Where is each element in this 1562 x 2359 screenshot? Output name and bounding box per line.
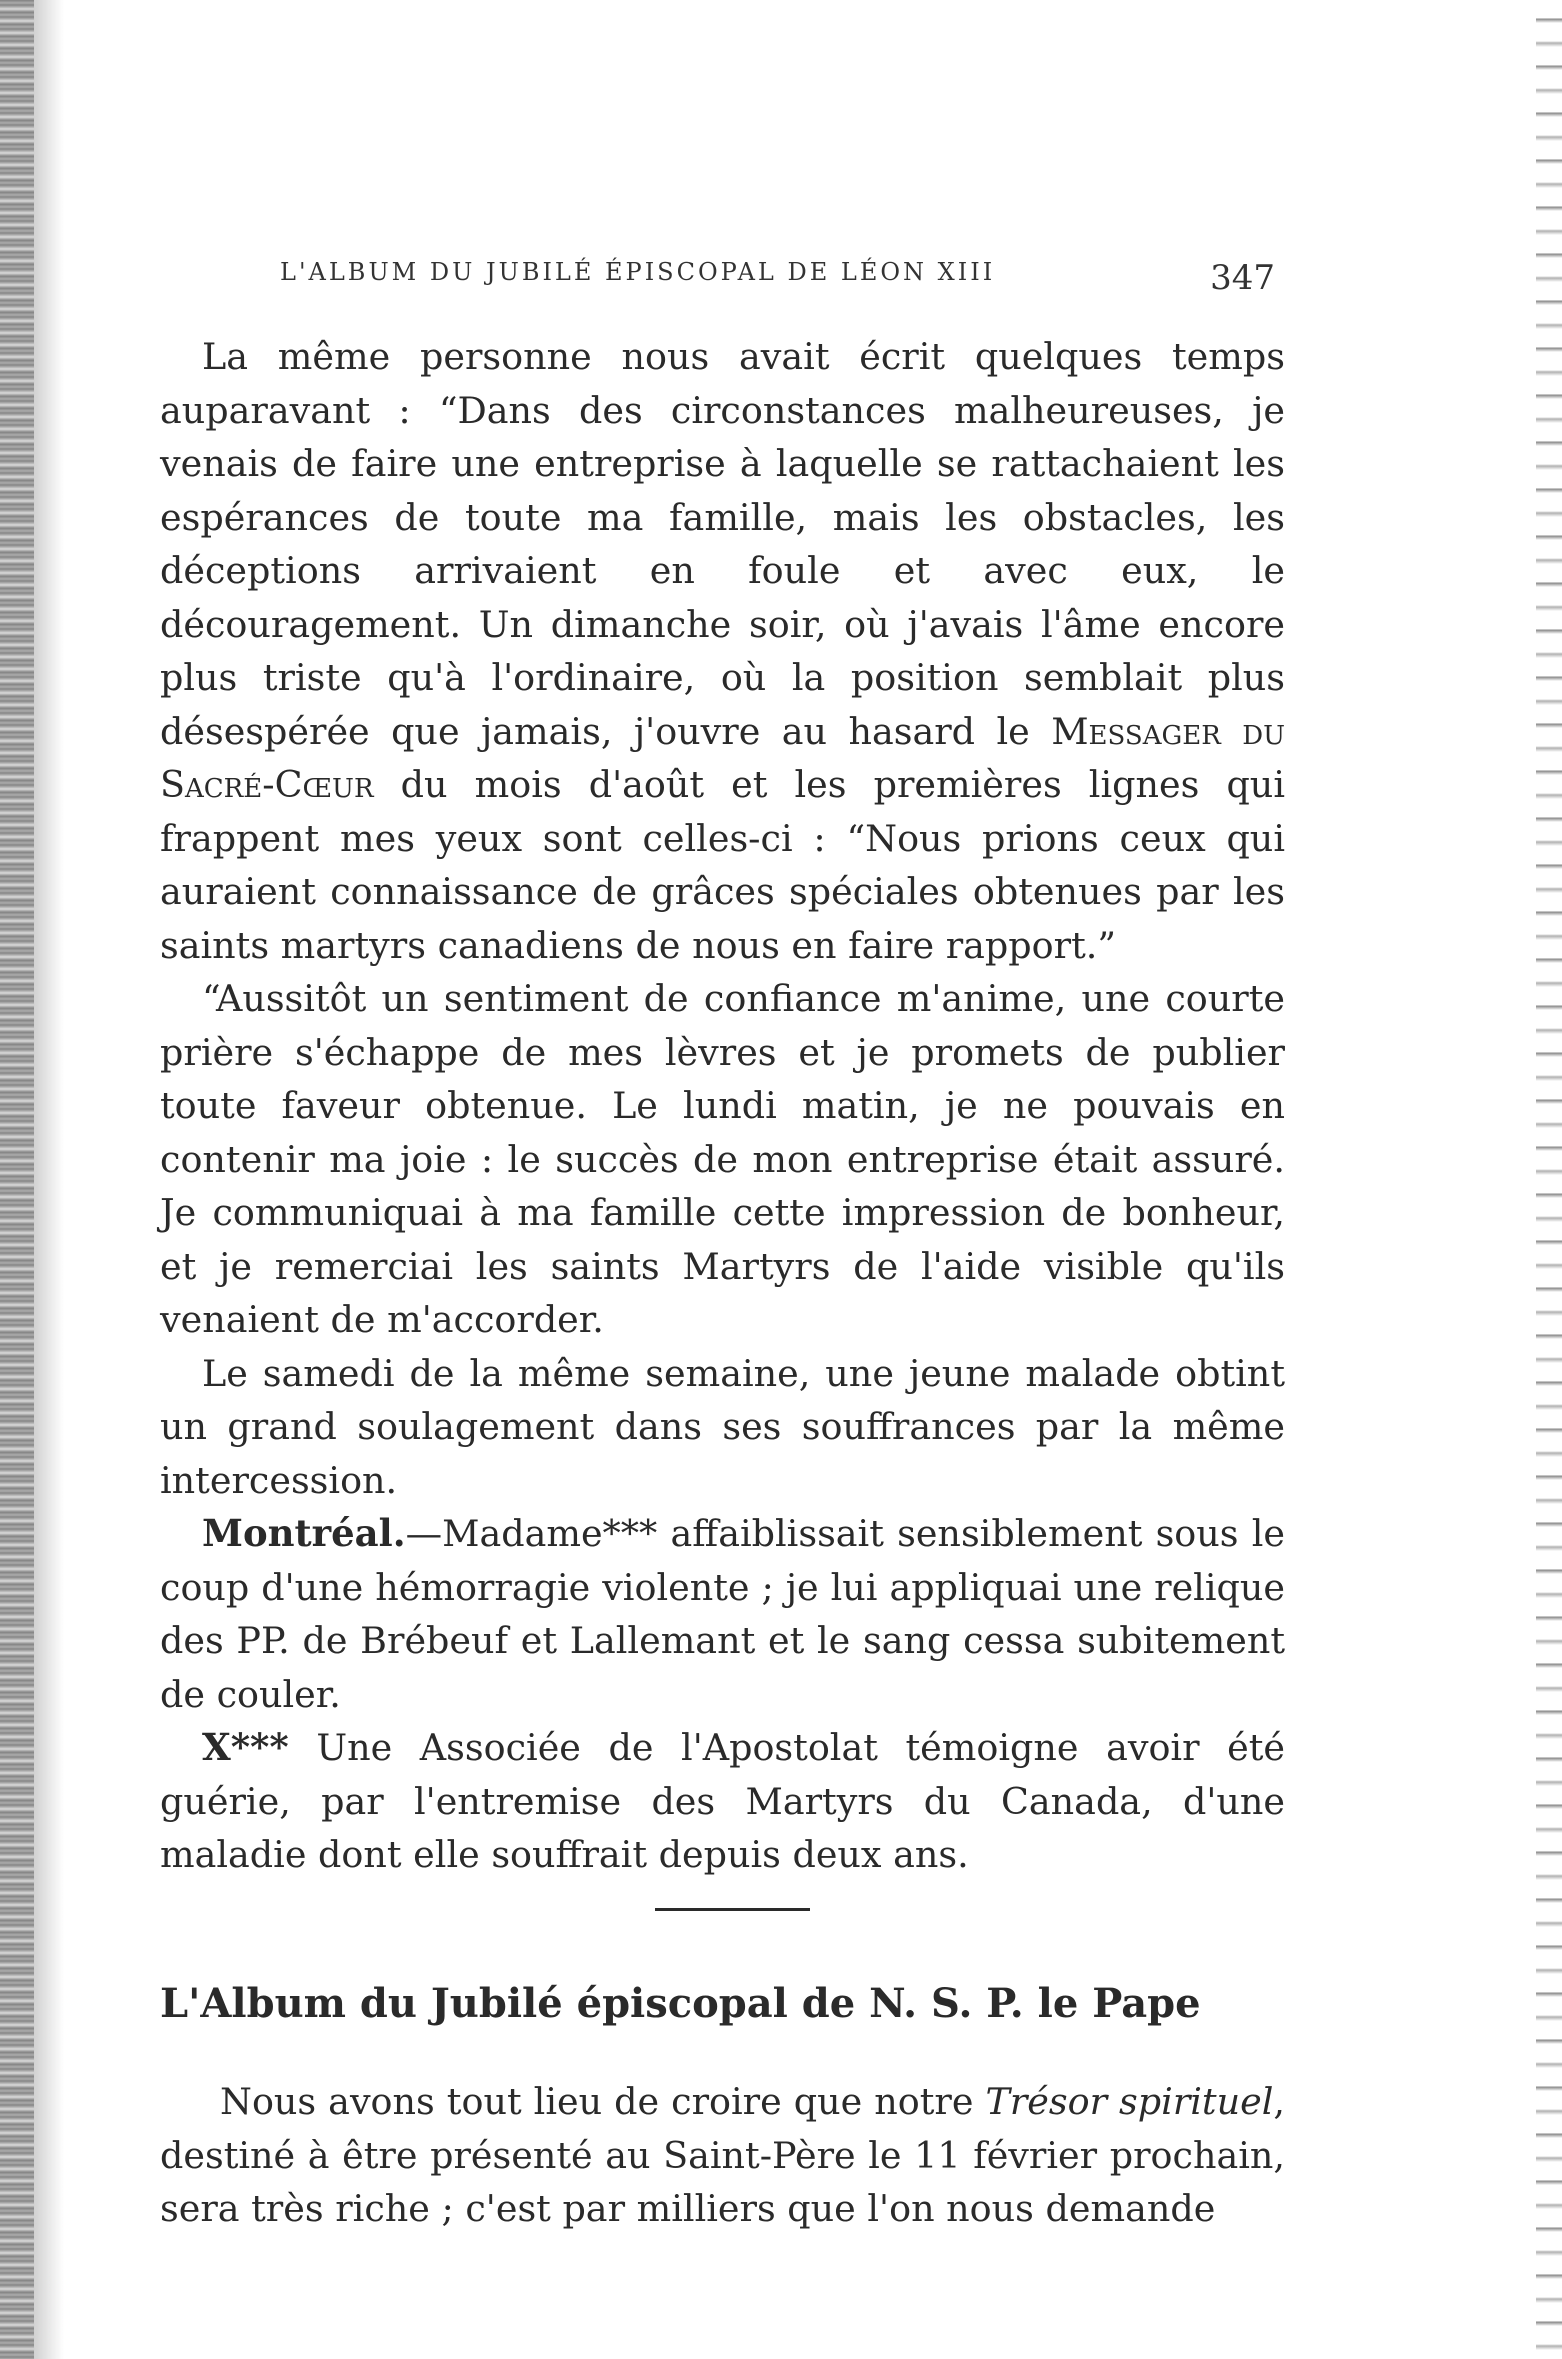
page-number: 347 bbox=[1210, 258, 1275, 298]
paragraph-1 bbox=[160, 330, 1285, 972]
section-divider bbox=[655, 1908, 810, 1911]
binding-shadow bbox=[34, 0, 64, 2359]
section-paragraph-after: , destiné à être présenté au Saint-Père le 11 février prochain, sera très riche ; c'est par milliers que l'on nous demande bbox=[160, 2080, 1285, 2230]
paragraph-3-text: Le samedi de la même semaine, une jeune malade obtint un grand soulagement dans ses souffrances par la même intercession. bbox=[160, 1351, 1285, 1502]
section-paragraph-italic: Trésor spirituel bbox=[985, 2080, 1274, 2123]
paragraph-2-text: “Aussitôt un sentiment de confiance m'anime, une courte prière s'échappe de mes lèvres et je promets de publier toute faveur obtenue. Le lundi matin, je ne pouvais en contenir ma joie : le succès de mon entreprise était assuré. Je communiquai à ma famille cette impression de bonheur, et je remerciai les saints Martyrs de l'aide visible qu'ils venaient de m'accorder. bbox=[160, 977, 1285, 1341]
section-title: L'Album du Jubilé épiscopal de N. S. P. le Pape bbox=[160, 1980, 1201, 2027]
binding-edge-left bbox=[0, 0, 34, 2359]
section-paragraph-before: Nous avons tout lieu de croire que notre bbox=[220, 2080, 986, 2123]
section-paragraph bbox=[160, 2075, 1285, 2236]
main-text bbox=[160, 330, 1285, 1882]
paragraph-5-lead: X*** bbox=[202, 1725, 289, 1769]
paragraph-1-text-after: du mois d'août et les premières lignes qui frappent mes yeux sont celles-ci : “Nous prions ceux qui auraient connaissance de grâces spéciales obtenues par les saints martyrs canadiens de nous en faire rapport.” bbox=[160, 763, 1285, 967]
paragraph-4-text: —Madame*** affaiblissait sensiblement sous le coup d'une hémorragie violente ; je lui appliquai une relique des PP. de Brébeuf et Lallemant et le sang cessa subitement de couler. bbox=[160, 1512, 1285, 1716]
running-header bbox=[280, 258, 1275, 298]
running-title: L'ALBUM DU JUBILÉ ÉPISCOPAL DE LÉON XIII bbox=[280, 258, 996, 286]
paragraph-2 bbox=[160, 972, 1285, 1347]
paragraph-4 bbox=[160, 1507, 1285, 1721]
paragraph-4-lead: Montréal. bbox=[202, 1511, 406, 1555]
journal-title-small-caps: Messager du Sacré-Cœur bbox=[160, 709, 1285, 806]
page-edge-right bbox=[1536, 0, 1562, 2359]
paragraph-1-text: La même personne nous avait écrit quelques temps auparavant : “Dans des circonstances malheureuses, je venais de faire une entreprise à laquelle se rattachaient les espérances de toute ma famille, mais les obstacles, les déceptions arrivaient en foule et avec eux, le découragement. Un dimanche soir, où j'avais l'âme encore plus triste qu'à l'ordinaire, où la position semblait plus désespérée que jamais, j'ouvre au hasard le bbox=[160, 335, 1285, 753]
paragraph-5-text: Une Associée de l'Apostolat témoigne avoir été guérie, par l'entremise des Martyrs du Canada, d'une maladie dont elle souffrait depuis deux ans. bbox=[160, 1726, 1285, 1876]
section-text bbox=[160, 2075, 1285, 2236]
paragraph-5 bbox=[160, 1721, 1285, 1882]
paragraph-3 bbox=[160, 1347, 1285, 1508]
